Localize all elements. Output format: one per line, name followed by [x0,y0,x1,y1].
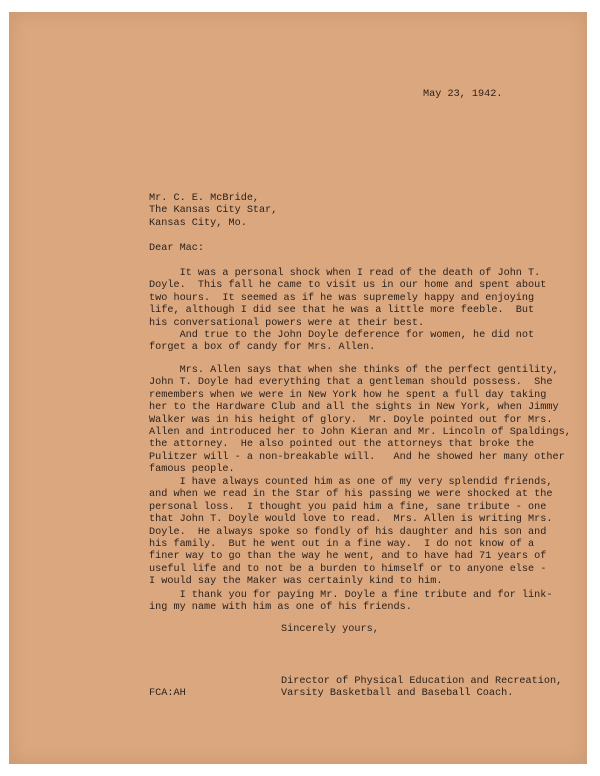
body-paragraph-1 [149,268,546,330]
signature-line: Director of Physical Education and Recreation, [281,676,563,687]
text-line: that John T. Doyle would love to read. Mrs. Allen is writing Mrs. [149,514,553,526]
text-line: remembers when we were in New York how he spent a full day taking [149,389,547,401]
address-line: Mr. C. E. McBride, [149,193,260,204]
signature-block [281,676,562,701]
text-line: his conversational powers were at their best. [149,317,425,329]
text-line: Allen and introduced her to John Kieran and Mr. Lincoln of Spaldings, [149,427,571,439]
text-line: finer way to go than the way he went, and to have had 71 years of [149,551,547,563]
text-line: the attorney. He also pointed out the attorneys that broke the [149,439,535,451]
signature-line: Varsity Basketball and Baseball Coach. [281,688,514,700]
text-line: I thank you for paying Mr. Doyle a fine tribute and for link- [149,590,553,601]
text-line: Mrs. Allen says that when she thinks of the perfect gentility, [149,365,559,376]
text-line: useful life and to not be a burden to himself or to anyone else - [149,563,547,575]
text-line: It was a personal shock when I read of the death of John T. [149,268,541,279]
text-line: Pulitzer will - a non-breakable will. And he showed her many other [149,451,565,463]
body-paragraph-5 [149,590,553,615]
text-line: I would say the Maker was certainly kind to him. [149,576,443,588]
text-line: her to the Hardware Club and all the sights in New York, when Jimmy [149,402,559,414]
text-line: Walker was in his height of glory. Mr. Doyle pointed out for Mrs. [149,414,553,426]
reference-initials: FCA:AH [149,688,186,699]
text-line: famous people. [149,464,235,476]
text-line: Doyle. This fall he came to visit us in our home and spent about [149,280,547,292]
complimentary-closing: Sincerely yours, [281,624,379,635]
text-line: personal loss. I thought you paid him a fine, sane tribute - one [149,501,547,513]
body-paragraph-3 [149,365,571,477]
text-line: two hours. It seemed as if he was supremely happy and enjoying [149,292,535,304]
text-line: And true to the John Doyle deference for women, he did not [149,330,535,341]
text-line: forget a box of candy for Mrs. Allen. [149,342,376,354]
letter-page [9,12,587,764]
body-paragraph-2 [149,330,534,355]
address-line: The Kansas City Star, [149,205,278,217]
recipient-address [149,193,277,230]
text-line: Doyle. He always spoke so fondly of his daughter and his son and [149,526,547,538]
address-line: Kansas City, Mo. [149,217,247,229]
letter-date: May 23, 1942. [423,89,503,100]
body-paragraph-4 [149,477,553,589]
salutation: Dear Mac: [149,243,205,254]
text-line: I have always counted him as one of my very splendid friends, [149,477,553,488]
text-line: John T. Doyle had everything that a gentleman should possess. She [149,377,553,389]
text-line: ing my name with him as one of his friends. [149,602,412,614]
text-line: his family. But he went out in a fine way. I do not know of a [149,539,535,551]
text-line: life, although I did see that he was a little more feeble. But [149,305,535,317]
text-line: and when we read in the Star of his passing we were shocked at the [149,489,553,501]
